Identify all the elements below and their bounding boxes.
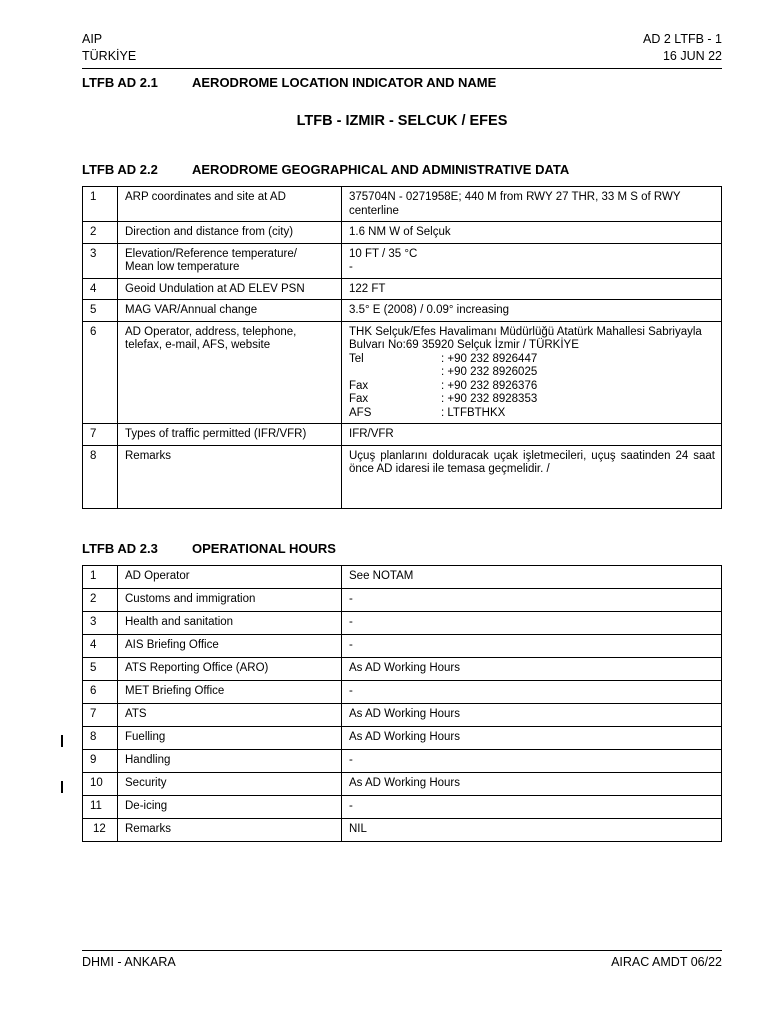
- section-code: LTFB AD 2.1: [82, 75, 158, 90]
- table-row: [83, 566, 722, 589]
- table-row: [83, 704, 722, 727]
- row-number: 6: [83, 681, 118, 704]
- row-number: 3: [83, 243, 118, 278]
- table-row: [83, 658, 722, 681]
- table-row: [83, 243, 722, 278]
- contact-line: [349, 393, 715, 407]
- table-row: [83, 589, 722, 612]
- table-row: [83, 635, 722, 658]
- operational-hours-table: [82, 565, 722, 842]
- row-value: As AD Working Hours: [342, 658, 722, 681]
- change-bar: [61, 781, 63, 793]
- section-code: LTFB AD 2.3: [82, 541, 158, 556]
- contact-type: Fax: [349, 379, 369, 392]
- table-row: [83, 819, 722, 842]
- item-text: telefax, e-mail, AFS, website: [125, 339, 271, 351]
- footer-rule: [82, 950, 722, 951]
- row-item: [118, 445, 342, 508]
- row-item: [118, 321, 342, 424]
- value-text: 375704N - 0271958E; 440 M from RWY 27 THR, 33 M S of RWY: [349, 191, 681, 203]
- contact-number: : +90 232 8926376: [441, 379, 538, 392]
- table-row: [83, 681, 722, 704]
- row-number: 4: [83, 635, 118, 658]
- row-number: 7: [83, 424, 118, 446]
- row-value: [342, 222, 722, 244]
- row-value: NIL: [342, 819, 722, 842]
- item-text: Types of traffic permitted (IFR/VFR): [125, 428, 307, 440]
- aerodrome-name: LTFB - IZMIR - SELCUK / EFES: [296, 113, 508, 129]
- row-number: 5: [83, 300, 118, 322]
- footer-publisher: DHMI - ANKARA: [82, 955, 176, 969]
- value-text: 122 FT: [349, 282, 386, 295]
- item-text: Geoid Undulation at AD ELEV PSN: [125, 282, 305, 295]
- row-item: Health and sanitation: [118, 612, 342, 635]
- row-value: [342, 187, 722, 222]
- value-text: 10 FT / 35 °C: [349, 247, 418, 260]
- row-value: -: [342, 681, 722, 704]
- item-text: Direction and distance from (city): [125, 226, 294, 238]
- table-row: [83, 750, 722, 773]
- table-row: [83, 278, 722, 300]
- row-item: Remarks: [118, 819, 342, 842]
- page-header-left: [82, 31, 136, 65]
- value-text: THK Selçuk/Efes Havalimanı Müdürlüğü Atatürk Mahallesi Sabriyayla: [349, 325, 702, 338]
- row-item: Customs and immigration: [118, 589, 342, 612]
- section-heading-2-2: [82, 162, 569, 177]
- table-row: [83, 445, 722, 508]
- row-item: [118, 424, 342, 446]
- row-number: 11: [83, 796, 118, 819]
- row-value: [342, 321, 722, 424]
- row-item: [118, 278, 342, 300]
- value-text: Bulvarı No:69 35920 Selçuk İzmir / TÜRKİYE: [349, 339, 579, 351]
- row-number: 12: [83, 819, 118, 842]
- section-heading-2-3: [82, 541, 336, 556]
- row-value: -: [342, 612, 722, 635]
- contact-number: : LTFBTHKX: [441, 406, 506, 419]
- contact-line: [349, 407, 715, 421]
- footer-amendment: AIRAC AMDT 06/22: [611, 955, 722, 969]
- contact-number: : +90 232 8928353: [441, 393, 538, 405]
- row-item: AIS Briefing Office: [118, 635, 342, 658]
- table-row: [83, 727, 722, 750]
- item-text: MAG VAR/Annual change: [125, 304, 258, 316]
- item-text: Elevation/Reference temperature/: [125, 247, 297, 260]
- item-text: Mean low temperature: [125, 261, 240, 273]
- row-value: -: [342, 589, 722, 612]
- row-item: AD Operator: [118, 566, 342, 589]
- row-item: MET Briefing Office: [118, 681, 342, 704]
- contact-type: Tel: [349, 352, 364, 365]
- row-item: De-icing: [118, 796, 342, 819]
- contact-number: : +90 232 8926447: [441, 352, 538, 365]
- row-number: 8: [83, 445, 118, 508]
- row-value: [342, 300, 722, 322]
- row-value: -: [342, 750, 722, 773]
- row-value: As AD Working Hours: [342, 727, 722, 750]
- section-title: AERODROME GEOGRAPHICAL AND ADMINISTRATIVE DATA: [192, 162, 570, 177]
- table-row: [83, 612, 722, 635]
- row-item: [118, 243, 342, 278]
- header-date: 16 JUN 22: [662, 49, 722, 63]
- row-value: -: [342, 796, 722, 819]
- row-value: [342, 424, 722, 446]
- row-number: 10: [83, 773, 118, 796]
- table-row: [83, 321, 722, 424]
- item-text: Remarks: [125, 449, 172, 462]
- table-row: [83, 222, 722, 244]
- contact-type: Fax: [349, 393, 369, 405]
- row-number: 7: [83, 704, 118, 727]
- header-page-ref: AD 2 LTFB - 1: [643, 32, 722, 46]
- row-number: 6: [83, 321, 118, 424]
- row-number: 9: [83, 750, 118, 773]
- value-text: 3.5° E (2008) / 0.09° increasing: [349, 304, 510, 316]
- table-row: [83, 773, 722, 796]
- row-value: As AD Working Hours: [342, 773, 722, 796]
- section-title: AERODROME LOCATION INDICATOR AND NAME: [192, 75, 497, 90]
- row-item: Handling: [118, 750, 342, 773]
- geographical-admin-data-table: [82, 186, 722, 509]
- row-number: 2: [83, 222, 118, 244]
- row-item: [118, 222, 342, 244]
- header-publication: AIP: [82, 32, 103, 46]
- contact-line: [349, 366, 715, 380]
- row-value: As AD Working Hours: [342, 704, 722, 727]
- contact-number: : +90 232 8926025: [441, 366, 538, 378]
- row-number: 8: [83, 727, 118, 750]
- contact-line: [349, 353, 715, 367]
- row-number: 2: [83, 589, 118, 612]
- header-country: TÜRKİYE: [82, 49, 137, 63]
- contact-line: [349, 380, 715, 394]
- value-text: centerline: [349, 204, 399, 217]
- value-text: -: [349, 261, 353, 273]
- table-row: [83, 300, 722, 322]
- row-item: [118, 187, 342, 222]
- section-heading-2-1: [82, 75, 496, 90]
- row-number: 3: [83, 612, 118, 635]
- page-header-right: [643, 31, 722, 65]
- row-value: [342, 243, 722, 278]
- contact-type: [349, 366, 441, 380]
- section-code: LTFB AD 2.2: [82, 162, 158, 177]
- row-number: 1: [83, 566, 118, 589]
- change-bar: [61, 735, 63, 747]
- value-text: IFR/VFR: [349, 428, 394, 440]
- row-item: [118, 300, 342, 322]
- table-row: [83, 424, 722, 446]
- table-row: [83, 796, 722, 819]
- contact-type: AFS: [349, 406, 372, 419]
- item-text: AD Operator, address, telephone,: [125, 325, 297, 338]
- row-value: [342, 278, 722, 300]
- row-item: Security: [118, 773, 342, 796]
- row-item: ATS: [118, 704, 342, 727]
- header-rule: [82, 68, 722, 69]
- row-number: 4: [83, 278, 118, 300]
- row-number: 1: [83, 187, 118, 222]
- row-value: -: [342, 635, 722, 658]
- row-item: Fuelling: [118, 727, 342, 750]
- row-number: 5: [83, 658, 118, 681]
- table-row: [83, 187, 722, 222]
- row-item: ATS Reporting Office (ARO): [118, 658, 342, 681]
- value-text: 1.6 NM W of Selçuk: [349, 226, 451, 238]
- item-text: ARP coordinates and site at AD: [125, 191, 286, 203]
- remarks-text: Uçuş planlarını dolduracak uçak işletmecileri, uçuş saatinden 24 saat önce AD idaresi ile temasa geçmelidir. /: [349, 449, 715, 475]
- row-value: See NOTAM: [342, 566, 722, 589]
- section-title: OPERATIONAL HOURS: [192, 541, 336, 556]
- row-value: [342, 445, 722, 508]
